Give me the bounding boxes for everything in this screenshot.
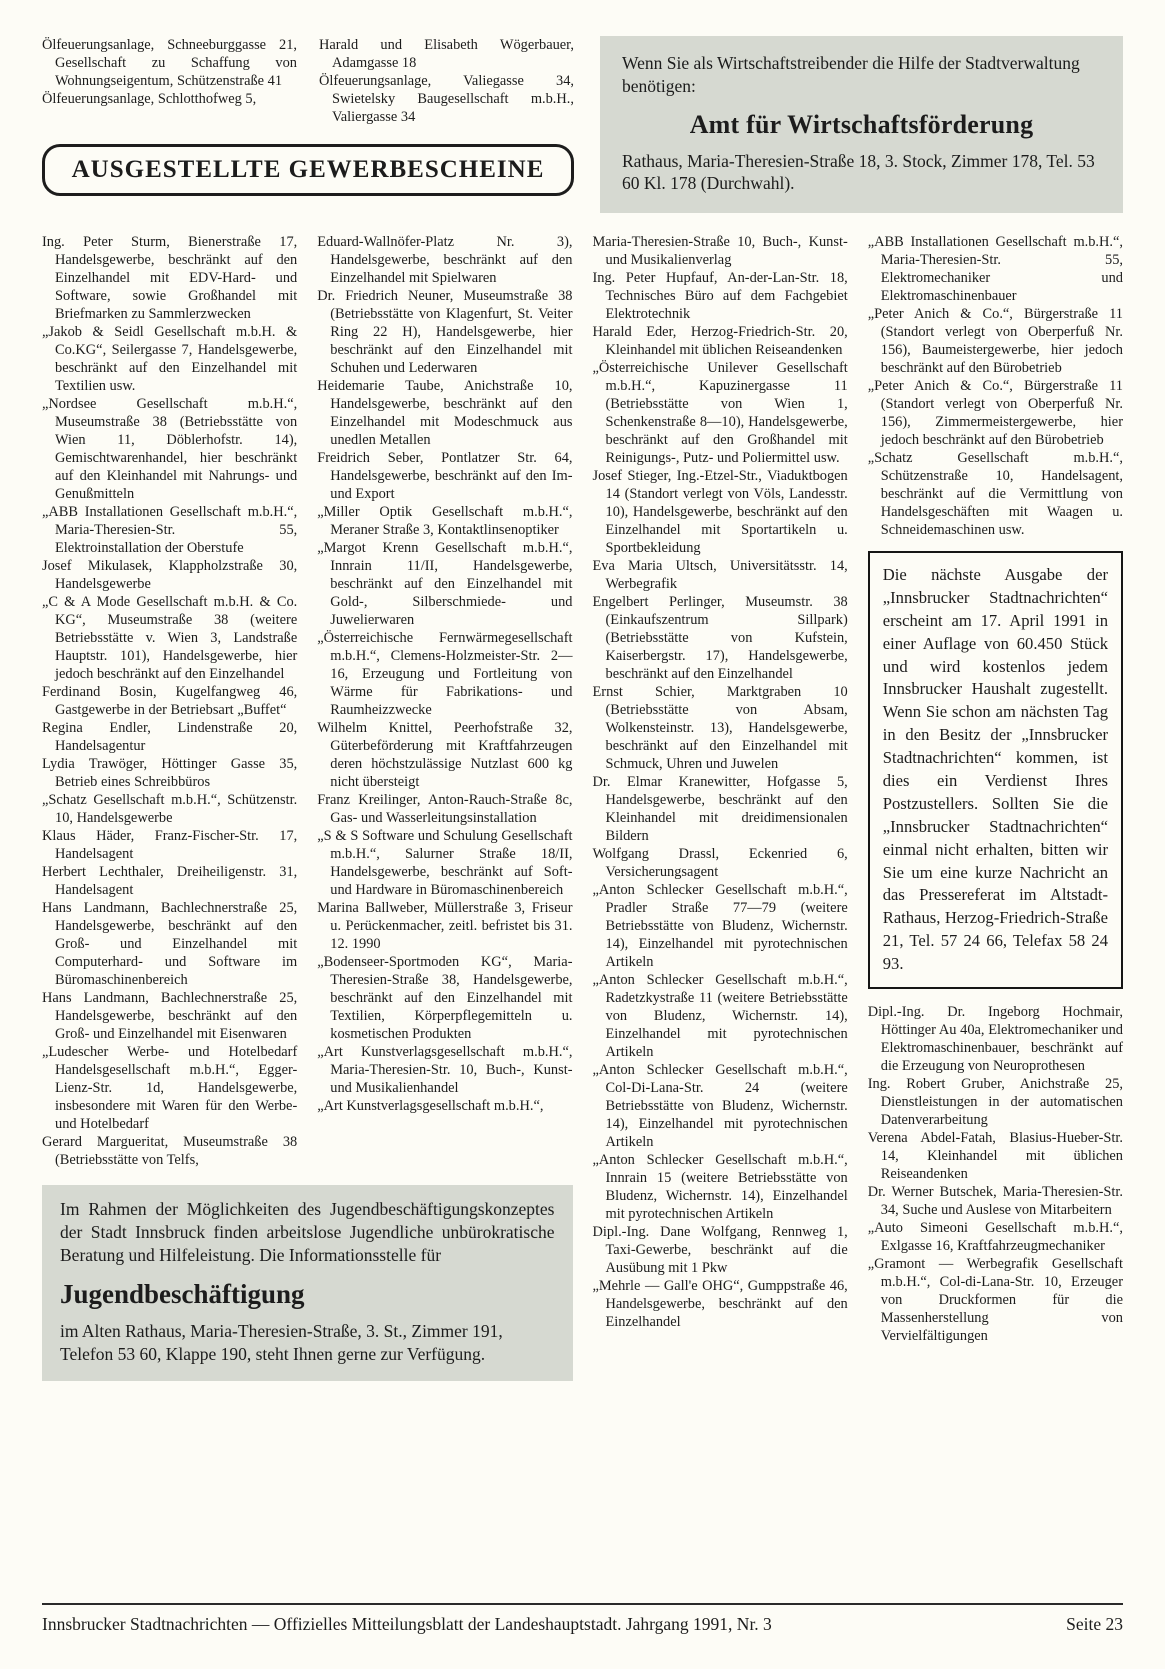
info-box-intro: Wenn Sie als Wirtschaftstreibender die Hilfe der Stadtverwaltung benötigen:	[622, 53, 1080, 96]
license-entry: „Anton Schlecker Gesellschaft m.b.H.“, Pradler Straße 77—79 (weitere Betriebsstätte von Bludenz, Wichernstr. 14), Einzelhandel mit pyrotechnischen Artikeln	[592, 882, 848, 970]
license-entry: Verena Abdel-Fatah, Blasius-Hueber-Str. 14, Kleinhandel mit üblichen Reiseandenken	[867, 1130, 1123, 1183]
license-entry: Josef Stieger, Ing.-Etzel-Str., Viaduktbogen 14 (Standort verlegt von Völs, Landesstr. 10), Handelsgewerbe, beschränkt auf den Einzelhandel mit Sportartikeln u. Sportbekleidung	[592, 468, 848, 556]
license-entry: „ABB Installationen Gesellschaft m.b.H.“, Maria-Theresien-Str. 55, Elektroinstallation der Oberstufe	[42, 504, 298, 556]
license-entry: Wilhelm Knittel, Peerhofstraße 32, Güterbeförderung mit Kraftfahrzeugen deren höchstzulässige Nutzlast 600 kg nicht übersteigt	[317, 720, 573, 790]
license-entry: Ferdinand Bosin, Kugelfangweg 46, Gastgewerbe in der Betriebsart „Buffet“	[42, 684, 298, 718]
license-entry: Herbert Lechthaler, Dreiheiligenstr. 31, Handelsagent	[42, 864, 298, 898]
license-entry: Josef Mikulasek, Klappholzstraße 30, Handelsgewerbe	[42, 558, 298, 592]
license-entry: „Österreichische Fernwärmegesellschaft m.b.H.“, Clemens-Holzmeister-Str. 2—16, Erzeugung und Fortleitung von Wärme für Fabrikations- und Raumheizzwecke	[317, 630, 573, 718]
license-column-3	[593, 233, 848, 1381]
page-footer	[42, 1603, 1123, 1635]
license-entry: „Auto Simeoni Gesellschaft m.b.H.“, Exlgasse 16, Kraftfahrzeugmechaniker	[867, 1220, 1123, 1255]
license-entry: „Anton Schlecker Gesellschaft m.b.H.“, Col-Di-Lana-Str. 24 (weitere Betriebsstätte von Bludenz, Wichernstr. 14), Einzelhandel mit pyrotechnischen Artikeln	[592, 1062, 848, 1150]
license-entry: Gerard Margueritat, Museumstraße 38 (Betriebsstätte von Telfs,	[42, 1134, 298, 1168]
license-entry: Dr. Elmar Kranewitter, Hofgasse 5, Handelsgewerbe, beschränkt auf den Kleinhandel mit dreidimensionalen Bildern	[592, 774, 848, 844]
info-box-title: Amt für Wirtschaftsförderung	[689, 109, 1034, 139]
jugend-box-intro: Im Rahmen der Möglichkeiten des Jugendbeschäftigungskonzeptes der Stadt Innsbruck finden arbeitslose Jugendliche unbürokratische Beratung und Hilfeleistung. Die Informationsstelle für	[60, 1199, 555, 1266]
license-entry: Ernst Schier, Marktgraben 10 (Betriebsstätte von Absam, Wolkensteinstr. 13), Handelsgewerbe, beschränkt auf den Einzelhandel mit Schmuck, Uhren und Juwelen	[592, 684, 848, 772]
license-entry: „Schatz Gesellschaft m.b.H.“, Schützenstr. 10, Handelsgewerbe	[42, 792, 298, 826]
license-entry: „C & A Mode Gesellschaft m.b.H. & Co. KG“, Museumstraße 38 (weitere Betriebsstätte v. Wien 3, Landstraße Hauptstr. 101), Handelsgewerbe, hier jedoch beschränkt auf den Einzelhandel	[42, 594, 298, 682]
license-entry: Ölfeuerungsanlage, Schneeburggasse 21, Gesellschaft zu Schaffung von Wohnungseigentum, Schützenstraße 41	[42, 37, 297, 89]
license-entry: Maria-Theresien-Straße 10, Buch-, Kunst- und Musikalienverlag	[592, 234, 848, 268]
info-box-details: Rathaus, Maria-Theresien-Straße 18, 3. Stock, Zimmer 178, Tel. 53 60 Kl. 178 (Durchwahl).	[622, 150, 1095, 194]
license-entry: Engelbert Perlinger, Museumstr. 38 (Einkaufszentrum Sillpark) (Betriebsstätte von Kufstein, Kaiserbergstr. 17), Handelsgewerbe, beschränkt auf den Einzelhandel	[592, 594, 848, 682]
next-issue-notice-text: Die nächste Ausgabe der „Innsbrucker Stadtnachrichten“ erscheint am 17. April 1991 in einer Auflage von 60.450 Stück und wird kostenlos jedem Innsbrucker Haushalt zugestellt. Wenn Sie schon am nächsten Tag in den Besitz der „Innsbrucker Stadtnachrichten“ kommen, ist dies ein Verdienst Ihres Postzustellers. Sollten Sie die „Innsbrucker Stadtnachrichten“ einmal nicht erhalten, bitten wir Sie um eine kurze Nachricht an das Pressereferat im Altstadt-Rathaus, Herzog-Friedrich-Straße 21, Tel. 57 24 66, Telefax 58 24 93.	[882, 565, 1108, 974]
license-entry: Dr. Werner Butschek, Maria-Theresien-Str. 34, Suche und Auslese von Mitarbeitern	[867, 1184, 1123, 1219]
jugendbeschaeftigung-box	[42, 1185, 573, 1381]
section-title: AUSGESTELLTE GEWERBESCHEINE	[71, 156, 545, 183]
license-column-4	[868, 233, 1123, 1381]
jugend-box-details: im Alten Rathaus, Maria-Theresien-Straße, 3. St., Zimmer 191, Telefon 53 60, Klappe 190, steht Ihnen gerne zur Verfügung.	[60, 1321, 503, 1365]
license-entry: Wolfgang Drassl, Eckenried 6, Versicherungsagent	[592, 846, 848, 880]
license-entry: „Schatz Gesellschaft m.b.H.“, Schützenstraße 10, Handelsagent, beschränkt auf die Vermittlung von Handelsgeschäften mit Waagen u. Schneidemaschinen usw.	[867, 450, 1123, 538]
page-top-section	[42, 36, 1123, 213]
license-entry: Klaus Häder, Franz-Fischer-Str. 17, Handelsagent	[42, 828, 298, 862]
license-entry: „Jakob & Seidl Gesellschaft m.b.H. & Co.KG“, Seilergasse 7, Handelsgewerbe, beschränkt auf den Einzelhandel mit Textilien usw.	[42, 324, 298, 394]
license-entry: Harald Eder, Herzog-Friedrich-Str. 20, Kleinhandel mit üblichen Reiseandenken	[592, 324, 848, 358]
footer-page-number: Seite 23	[1066, 1614, 1123, 1634]
license-columns	[42, 233, 1123, 1381]
license-entry: Heidemarie Taube, Anichstraße 10, Handelsgewerbe, beschränkt auf den Einzelhandel mit Modeschmuck aus unedlen Metallen	[317, 378, 573, 448]
license-entry: Dipl.-Ing. Dr. Ingeborg Hochmair, Höttinger Au 40a, Elektromechaniker und Elektromaschinenbauer, beschränkt auf die Erzeugung von Neuroprothesen	[867, 1004, 1123, 1075]
license-entry: Dr. Friedrich Neuner, Museumstraße 38 (Betriebsstätte von Klagenfurt, St. Veiter Ring 22 H), Handelsgewerbe, hier beschränkt auf den Einzelhandel mit Schuhen und Lederwaren	[317, 288, 573, 376]
license-column-4-bottom	[868, 1003, 1123, 1345]
license-entry: Hans Landmann, Bachlechnerstraße 25, Handelsgewerbe, beschränkt auf den Groß- und Einzelhandel mit Computerhard- und Software im Büromaschinenbereich	[42, 900, 298, 988]
license-entry: „Anton Schlecker Gesellschaft m.b.H.“, Radetzkystraße 11 (weitere Betriebsstätte von Bludenz, Wichernstr. 14), Einzelhandel mit pyrotechnischen Artikeln	[592, 972, 848, 1060]
top-left-area	[42, 36, 574, 196]
license-entry: Freidrich Seber, Pontlatzer Str. 64, Handelsgewerbe, beschränkt auf den Im- und Export	[317, 450, 573, 502]
license-entry: „Ludescher Werbe- und Hotelbedarf Handelsgesellschaft m.b.H.“, Egger-Lienz-Str. 1d, Handelsgewerbe, insbesondere mit Waren für den Werbe- und Hotelbedarf	[42, 1044, 298, 1132]
license-entry: Eduard-Wallnöfer-Platz Nr. 3), Handelsgewerbe, beschränkt auf den Einzelhandel mit Spielwaren	[317, 234, 573, 286]
license-entry: „Peter Anich & Co.“, Bürgerstraße 11 (Standort verlegt von Oberperfuß Nr. 156), Baumeistergewerbe, hier jedoch beschränkt auf den Bürobetrieb	[867, 306, 1123, 376]
license-entry: „Mehrle — Gall'e OHG“, Gumppstraße 46, Handelsgewerbe, beschränkt auf den Einzelhandel	[592, 1278, 848, 1330]
license-column-1	[42, 233, 297, 1169]
license-entry: Eva Maria Ultsch, Universitätsstr. 14, Werbegrafik	[592, 558, 848, 592]
license-entry: Harald und Elisabeth Wögerbauer, Adamgasse 18	[319, 37, 574, 71]
license-entry: „S & S Software und Schulung Gesellschaft m.b.H.“, Salurner Straße 18/II, Handelsgewerbe, beschränkt auf Soft- und Hardware in Büromaschinenbereich	[317, 828, 573, 898]
license-entry: „Margot Krenn Gesellschaft m.b.H.“, Innrain 11/II, Handelsgewerbe, beschränkt auf den Einzelhandel mit Gold-, Silberschmiede- und Juwelierwaren	[317, 540, 573, 628]
top-column-2	[319, 36, 574, 126]
license-entry: Dipl.-Ing. Dane Wolfgang, Rennweg 1, Taxi-Gewerbe, beschränkt auf die Ausübung mit 1 Pkw	[592, 1224, 848, 1276]
license-entry: Marina Ballweber, Müllerstraße 3, Friseur u. Perückenmacher, zeitl. befristet bis 31. 12. 1990	[317, 900, 573, 952]
license-entry: „Nordsee Gesellschaft m.b.H.“, Museumstraße 38 (Betriebsstätte von Wien 11, Döblerhofstr. 14), Gemischtwarenhandel, hier beschränkt auf den Kleinhandel mit Nahrungs- und Genußmitteln	[42, 396, 298, 502]
license-entry: „ABB Installationen Gesellschaft m.b.H.“, Maria-Theresien-Str. 55, Elektromechaniker und Elektromaschinenbauer	[867, 234, 1123, 304]
section-title-banner	[42, 144, 574, 196]
license-entry: „Anton Schlecker Gesellschaft m.b.H.“, Innrain 15 (weitere Betriebsstätte von Bludenz, Wichernstr. 14), Einzelhandel mit pyrotechnischen Artikeln	[592, 1152, 848, 1222]
license-entry: Ölfeuerungsanlage, Valiegasse 34, Swietelsky Baugesellschaft m.b.H., Valiergasse 34	[319, 73, 574, 125]
license-entry: „Art Kunstverlagsgesellschaft m.b.H.“,	[317, 1098, 544, 1114]
license-entry: „Peter Anich & Co.“, Bürgerstraße 11 (Standort verlegt von Oberperfuß Nr. 156), Zimmermeistergewerbe, hier jedoch beschränkt auf den Bürobetrieb	[867, 378, 1123, 448]
top-continuation-columns	[42, 36, 574, 126]
license-entry: Regina Endler, Lindenstraße 20, Handelsagentur	[42, 720, 298, 754]
license-entry: „Art Kunstverlagsgesellschaft m.b.H.“, Maria-Theresien-Str. 10, Buch-, Kunst- und Musikalienhandel	[317, 1044, 573, 1096]
license-column-4-top	[868, 233, 1123, 539]
license-entry: „Gramont — Werbegrafik Gesellschaft m.b.H.“, Col-di-Lana-Str. 10, Erzeuger von Druckformen für die Massenherstellung von Vervielfältigungen	[867, 1256, 1123, 1345]
license-entry: Ölfeuerungsanlage, Schlotthofweg 5,	[42, 91, 257, 107]
license-entry: „Österreichische Unilever Gesellschaft m.b.H.“, Kapuzinergasse 11 (Betriebsstätte von Wien 1, Schenkenstraße 8—10), Handelsgewerbe, beschränkt auf den Großhandel mit Reinigungs-, Putz- und Poliermittel usw.	[592, 360, 848, 466]
license-entry: Ing. Peter Hupfauf, An-der-Lan-Str. 18, Technisches Büro auf dem Fachgebiet Elektrotechnik	[592, 270, 848, 322]
license-entry: „Miller Optik Gesellschaft m.b.H.“, Meraner Straße 3, Kontaktlinsenoptiker	[317, 504, 573, 538]
license-entry: Ing. Robert Gruber, Anichstraße 25, Dienstleistungen in der automatischen Datenverarbeitung	[867, 1076, 1123, 1129]
license-entry: Hans Landmann, Bachlechnerstraße 25, Handelsgewerbe, beschränkt auf den Groß- und Einzelhandel mit Eisenwaren	[42, 990, 298, 1042]
license-column-2	[317, 233, 572, 1169]
jugend-box-title: Jugendbeschäftigung	[60, 1279, 305, 1310]
next-issue-notice-box	[868, 551, 1123, 989]
license-entry: Lydia Trawöger, Höttinger Gasse 35, Betrieb eines Schreibbüros	[42, 756, 298, 790]
wirtschaftsfoerderung-box	[600, 36, 1123, 213]
license-entry: Franz Kreilinger, Anton-Rauch-Straße 8c, Gas- und Wasserleitungsinstallation	[317, 792, 573, 826]
footer-masthead: Innsbrucker Stadtnachrichten — Offizielles Mitteilungsblatt der Landeshauptstadt. Jahrgang 1991, Nr. 3	[42, 1614, 772, 1634]
license-entry: Ing. Peter Sturm, Bienerstraße 17, Handelsgewerbe, beschränkt auf den Einzelhandel mit EDV-Hard- und Software, sowie Großhandel mit Briefmarken zu Sammlerzwecken	[42, 234, 298, 322]
top-column-1	[42, 36, 297, 126]
license-entry: „Bodenseer-Sportmoden KG“, Maria-Theresien-Straße 38, Handelsgewerbe, beschränkt auf den Einzelhandel mit Textilien, Körperpflegemitteln u. kosmetischen Produkten	[317, 954, 573, 1042]
